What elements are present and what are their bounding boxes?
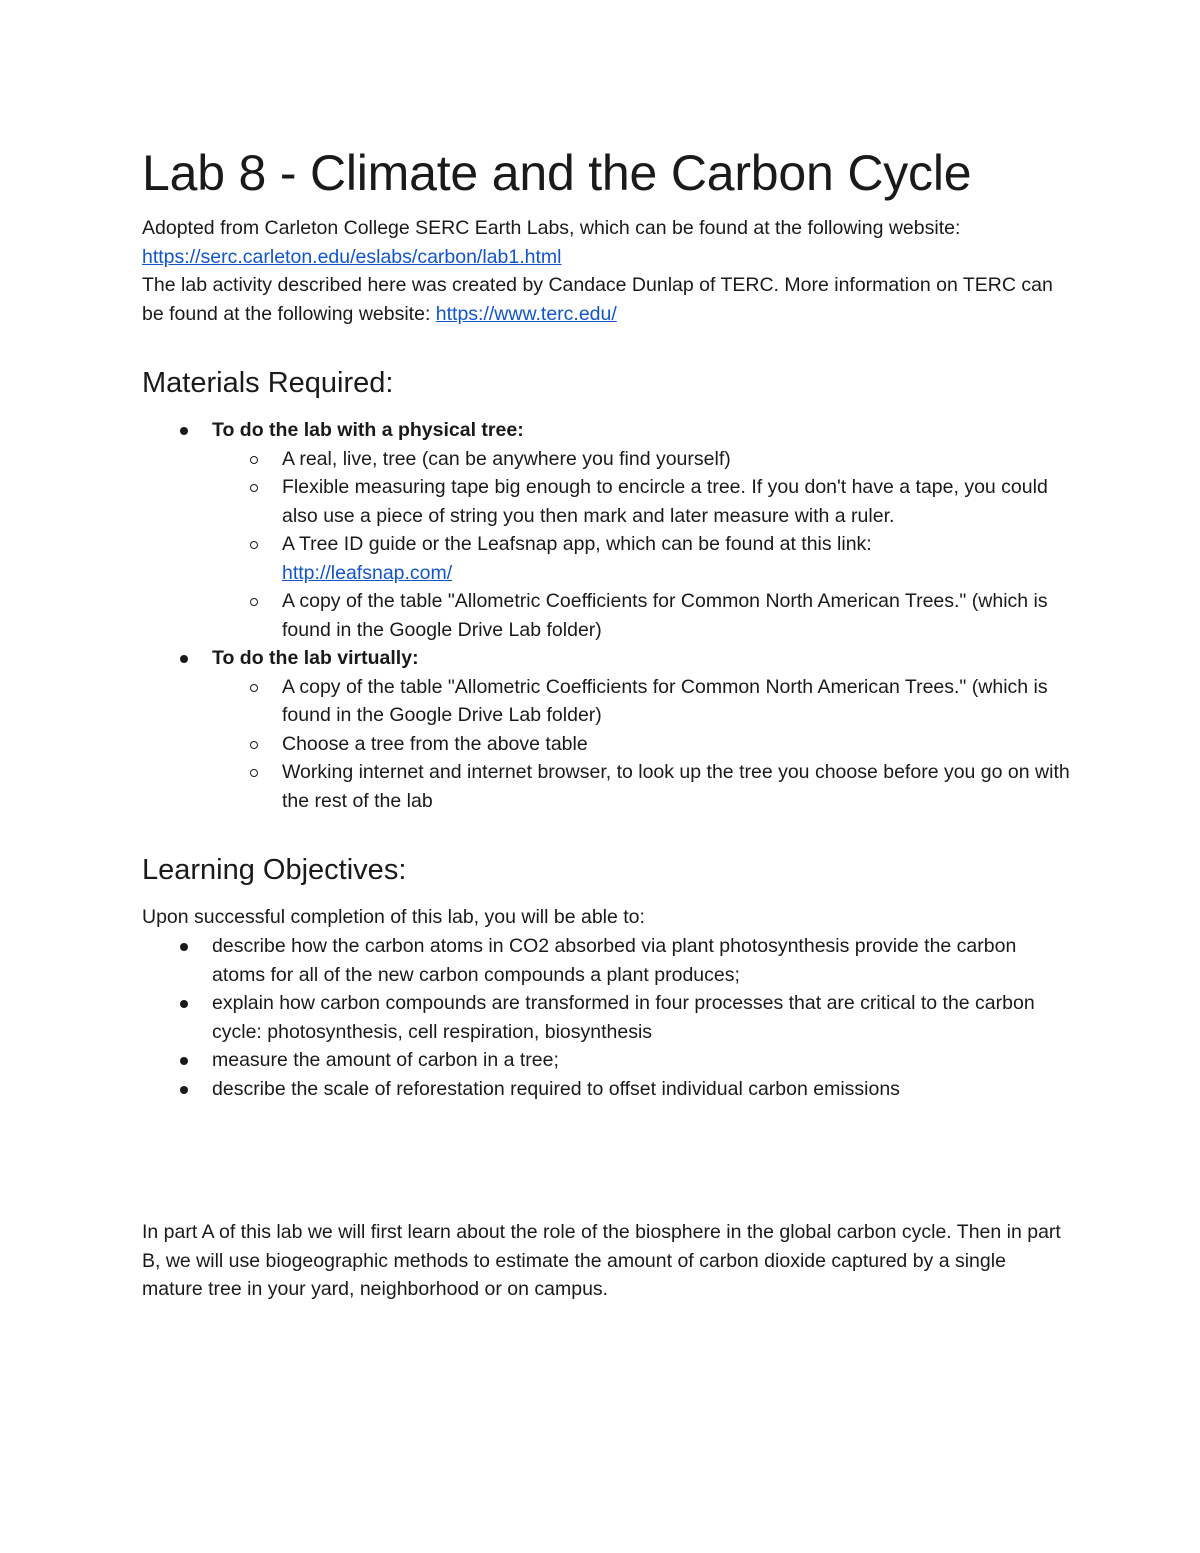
terc-link[interactable]: https://www.terc.edu/	[435, 302, 617, 325]
hollow-bullet-icon	[250, 684, 258, 692]
list-item-text: measure the amount of carbon in a tree;	[212, 1049, 559, 1071]
hollow-bullet-icon	[250, 741, 258, 749]
list-item-text: Flexible measuring tape big enough to encircle a tree. If you don't have a tape, you could also use a piece of string you then mark and later measure with a ruler.	[282, 476, 1048, 527]
list-item	[212, 587, 1072, 644]
leafsnap-link[interactable]: http://leafsnap.com/	[282, 561, 453, 584]
list-item-text: explain how carbon compounds are transformed in four processes that are critical to the carbon cycle: photosynthesis, cell respiration, biosynthesis	[212, 992, 1035, 1043]
closing-paragraph: In part A of this lab we will first learn about the role of the biosphere in the global carbon cycle. Then in part B, we will use biogeographic methods to estimate the amount of carbon dioxide captured by a single mature tree in your yard, neighborhood or on campus.	[142, 1221, 1061, 1300]
list-item	[212, 673, 1072, 730]
list-item	[142, 1075, 1072, 1104]
hollow-bullet-icon	[250, 484, 258, 492]
intro-paragraph-source	[142, 214, 1062, 271]
list-item-text: A Tree ID guide or the Leafsnap app, which can be found at this link:	[282, 533, 872, 555]
bullet-icon	[180, 1000, 188, 1008]
materials-heading: Materials Required:	[142, 367, 394, 399]
bullet-icon	[180, 427, 188, 435]
hollow-bullet-icon	[250, 541, 258, 549]
bullet-icon	[180, 943, 188, 951]
list-item-text: describe how the carbon atoms in CO2 absorbed via plant photosynthesis provide the carbon atoms for all of the new carbon compounds a plant produces;	[212, 935, 1017, 986]
list-item	[212, 530, 1072, 587]
objectives-lead: Upon successful completion of this lab, you will be able to:	[142, 906, 645, 928]
list-item-text: Choose a tree from the above table	[282, 732, 588, 755]
intro-terc-text: The lab activity described here was created by Candace Dunlap of TERC. More information on TERC can be found at the following website:	[142, 274, 1053, 325]
materials-physical-item	[142, 416, 1072, 644]
list-item-text: A copy of the table "Allometric Coefficients for Common North American Trees." (which is found in the Google Drive Lab folder)	[282, 590, 1048, 641]
physical-tree-sublist	[212, 445, 1072, 645]
serc-link[interactable]: https://serc.carleton.edu/eslabs/carbon/lab1.html	[142, 245, 562, 268]
bullet-icon	[180, 1086, 188, 1094]
materials-list	[142, 416, 1072, 815]
hollow-bullet-icon	[250, 456, 258, 464]
physical-tree-heading: To do the lab with a physical tree:	[212, 419, 524, 441]
list-item	[142, 989, 1072, 1046]
list-item	[212, 758, 1072, 815]
hollow-bullet-icon	[250, 769, 258, 777]
intro-source-text: Adopted from Carleton College SERC Earth Labs, which can be found at the following website:	[142, 217, 961, 239]
list-item-text: describe the scale of reforestation required to offset individual carbon emissions	[212, 1077, 900, 1100]
list-item	[212, 473, 1072, 530]
intro-section	[142, 214, 1062, 328]
bullet-icon	[180, 1057, 188, 1065]
list-item	[142, 932, 1072, 989]
virtual-lab-sublist	[212, 673, 1072, 816]
list-item-text: A real, live, tree (can be anywhere you find yourself)	[282, 447, 731, 470]
list-item	[212, 445, 1072, 474]
hollow-bullet-icon	[250, 598, 258, 606]
list-item-text: A copy of the table "Allometric Coefficients for Common North American Trees." (which is found in the Google Drive Lab folder)	[282, 675, 1048, 726]
virtual-lab-heading: To do the lab virtually:	[212, 647, 419, 669]
bullet-icon	[180, 655, 188, 663]
list-item-text: Working internet and internet browser, to look up the tree you choose before you go on with the rest of the lab	[282, 761, 1070, 812]
list-item	[212, 730, 1072, 759]
objectives-list	[142, 932, 1072, 1103]
objectives-heading: Learning Objectives:	[142, 854, 407, 886]
materials-virtual-item	[142, 644, 1072, 815]
intro-paragraph-terc	[142, 271, 1062, 328]
page-title: Lab 8 - Climate and the Carbon Cycle	[142, 145, 972, 201]
list-item	[142, 1046, 1072, 1075]
